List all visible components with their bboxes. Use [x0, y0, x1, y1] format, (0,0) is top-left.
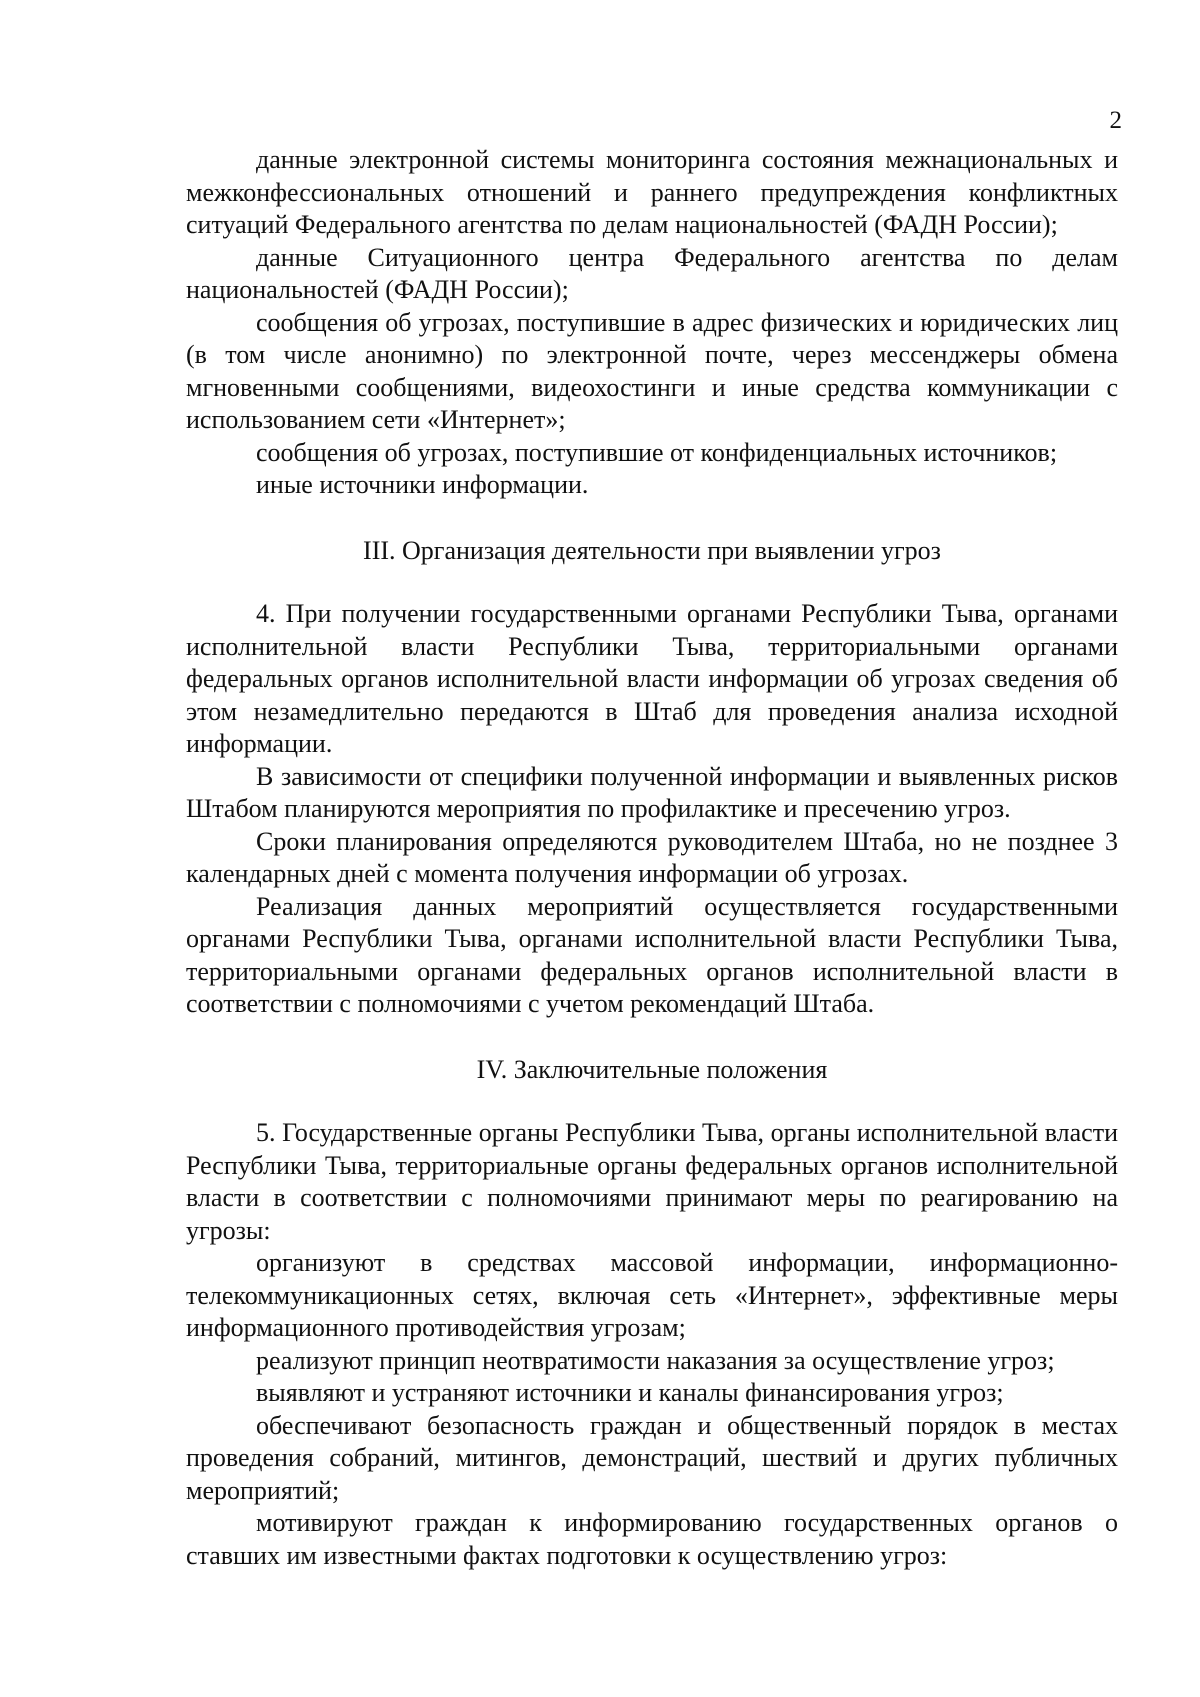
paragraph: 5. Государственные органы Республики Тыва, органы исполнительной власти Республики Тыва, территориальные органы федеральных органов исполнительной власти в соответствии с полномочиями принимают меры по реагированию на угрозы:: [186, 1118, 1118, 1245]
paragraph: иные источники информации.: [256, 470, 589, 499]
paragraph: мотивируют граждан к информированию государственных органов о ставших им известными фактах подготовки к осуществлению угроз:: [186, 1508, 1118, 1570]
paragraph: обеспечивают безопасность граждан и общественный порядок в местах проведения собраний, митингов, демонстраций, шествий и других публичных мероприятий;: [186, 1410, 1118, 1505]
paragraph: 4. При получении государственными органами Республики Тыва, органами исполнительной власти Республики Тыва, территориальными органами федеральных органов исполнительной власти информации об угрозах сведения об этом незамедлительно передаются в Штаб для проведения анализа исходной информации.: [186, 599, 1118, 758]
paragraph: Сроки планирования определяются руководителем Штаба, но не позднее 3 календарных дней с момента получения информации об угрозах.: [186, 826, 1118, 888]
paragraph: выявляют и устраняют источники и каналы финансирования угроз;: [256, 1378, 1004, 1407]
section-heading: IV. Заключительные положения: [476, 1054, 828, 1084]
paragraph: сообщения об угрозах, поступившие в адрес физических и юридических лиц (в том числе анонимно) по электронной почте, через мессенджеры обмена мгновенными сообщениями, видеохостинги и иные средства коммуникации с использованием сети «Интернет»;: [186, 307, 1118, 434]
paragraph: данные электронной системы мониторинга состояния межнациональных и межконфессиональных отношений и раннего предупреждения конфликтных ситуаций Федерального агентства по делам национальностей (ФАДН России);: [186, 145, 1118, 239]
page-number: 2: [1109, 107, 1122, 134]
document-body: [186, 144, 1118, 1572]
paragraph: Реализация данных мероприятий осуществляется государственными органами Республики Тыва, органами исполнительной власти Республики Тыва, территориальными органами федеральных органов исполнительной власти в соответствии с полномочиями с учетом рекомендаций Штаба.: [186, 891, 1118, 1018]
section-heading: III. Организация деятельности при выявлении угроз: [363, 535, 941, 565]
paragraph: В зависимости от специфики полученной информации и выявленных рисков Штабом планируются мероприятия по профилактике и пресечению угроз.: [186, 761, 1118, 823]
paragraph: организуют в средствах массовой информации, информационно-телекоммуникационных сетях, включая сеть «Интернет», эффективные меры информационного противодействия угрозам;: [186, 1248, 1118, 1342]
paragraph: сообщения об угрозах, поступившие от конфиденциальных источников;: [256, 437, 1058, 467]
paragraph: данные Ситуационного центра Федерального агентства по делам национальностей (ФАДН России);: [186, 242, 1118, 304]
paragraph: реализуют принцип неотвратимости наказания за осуществление угроз;: [256, 1345, 1055, 1375]
